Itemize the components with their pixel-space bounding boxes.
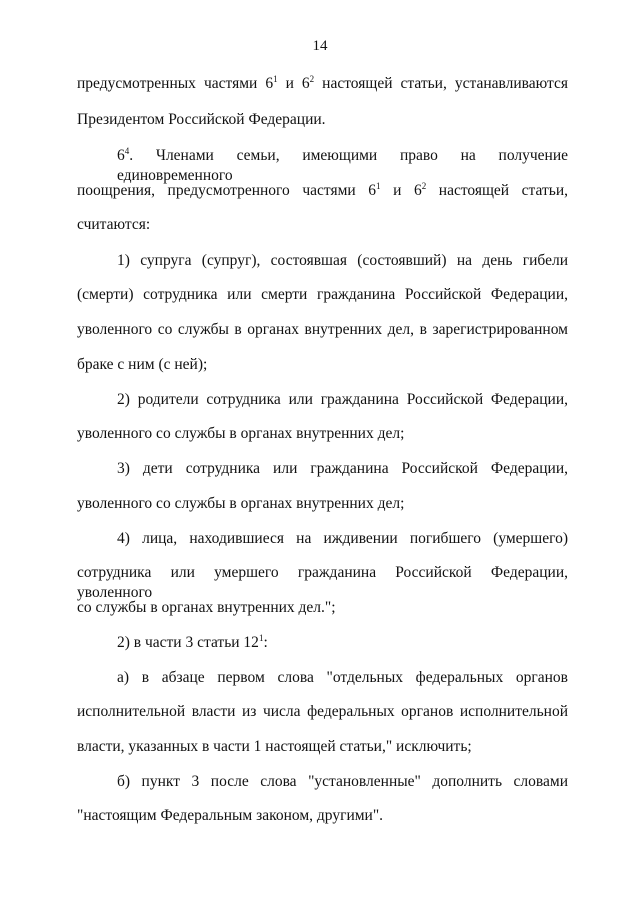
text-line: уволенного со службы в органах внутренних дел, в зарегистрированном: [77, 321, 568, 338]
text-line: считаются:: [77, 216, 151, 233]
text-line: Президентом Российской Федерации.: [77, 111, 326, 128]
text-line: "настоящим Федеральным законом, другими".: [77, 807, 384, 824]
text-line: браке с ним (с ней);: [77, 356, 208, 373]
text-line: 2) родители сотрудника или гражданина Российской Федерации,: [117, 391, 568, 408]
text-line: уволенного со службы в органах внутренних дел;: [77, 425, 405, 442]
text-line: 3) дети сотрудника или гражданина Российской Федерации,: [117, 460, 568, 477]
text-line: сотрудника или умершего гражданина Российской Федерации, уволенного: [77, 564, 568, 601]
text-line: исполнительной власти из числа федеральных органов исполнительной: [77, 703, 568, 720]
text-line: уволенного со службы в органах внутренних дел;: [77, 495, 405, 512]
text-line: со службы в органах внутренних дел.";: [77, 599, 336, 616]
text-line: поощрения, предусмотренного частями $6^1$ и $6^2$ настоящей статьи,: [77, 181, 568, 199]
text-line: 4) лица, находившиеся на иждивении погибшего (умершего): [117, 530, 568, 547]
text-line: б) пункт 3 после слова "установленные" дополнить словами: [117, 773, 568, 790]
page-number: 14: [312, 38, 328, 54]
text-line: 1) супруга (супруг), состоявшая (состоявший) на день гибели: [117, 252, 568, 269]
text-line: (смерти) сотрудника или смерти гражданина Российской Федерации,: [77, 286, 568, 303]
text-line: а) в абзаце первом слова "отдельных федеральных органов: [117, 669, 568, 686]
text-line: $6^4$. Членами семьи, имеющими право на получение единовременного: [117, 146, 568, 184]
text-line: власти, указанных в части 1 настоящей статьи," исключить;: [77, 738, 472, 755]
text-line: 2) в части 3 статьи $12^1$:: [117, 633, 268, 651]
text-line: предусмотренных частями $6^1$ и $6^2$ настоящей статьи, устанавливаются: [77, 74, 568, 92]
